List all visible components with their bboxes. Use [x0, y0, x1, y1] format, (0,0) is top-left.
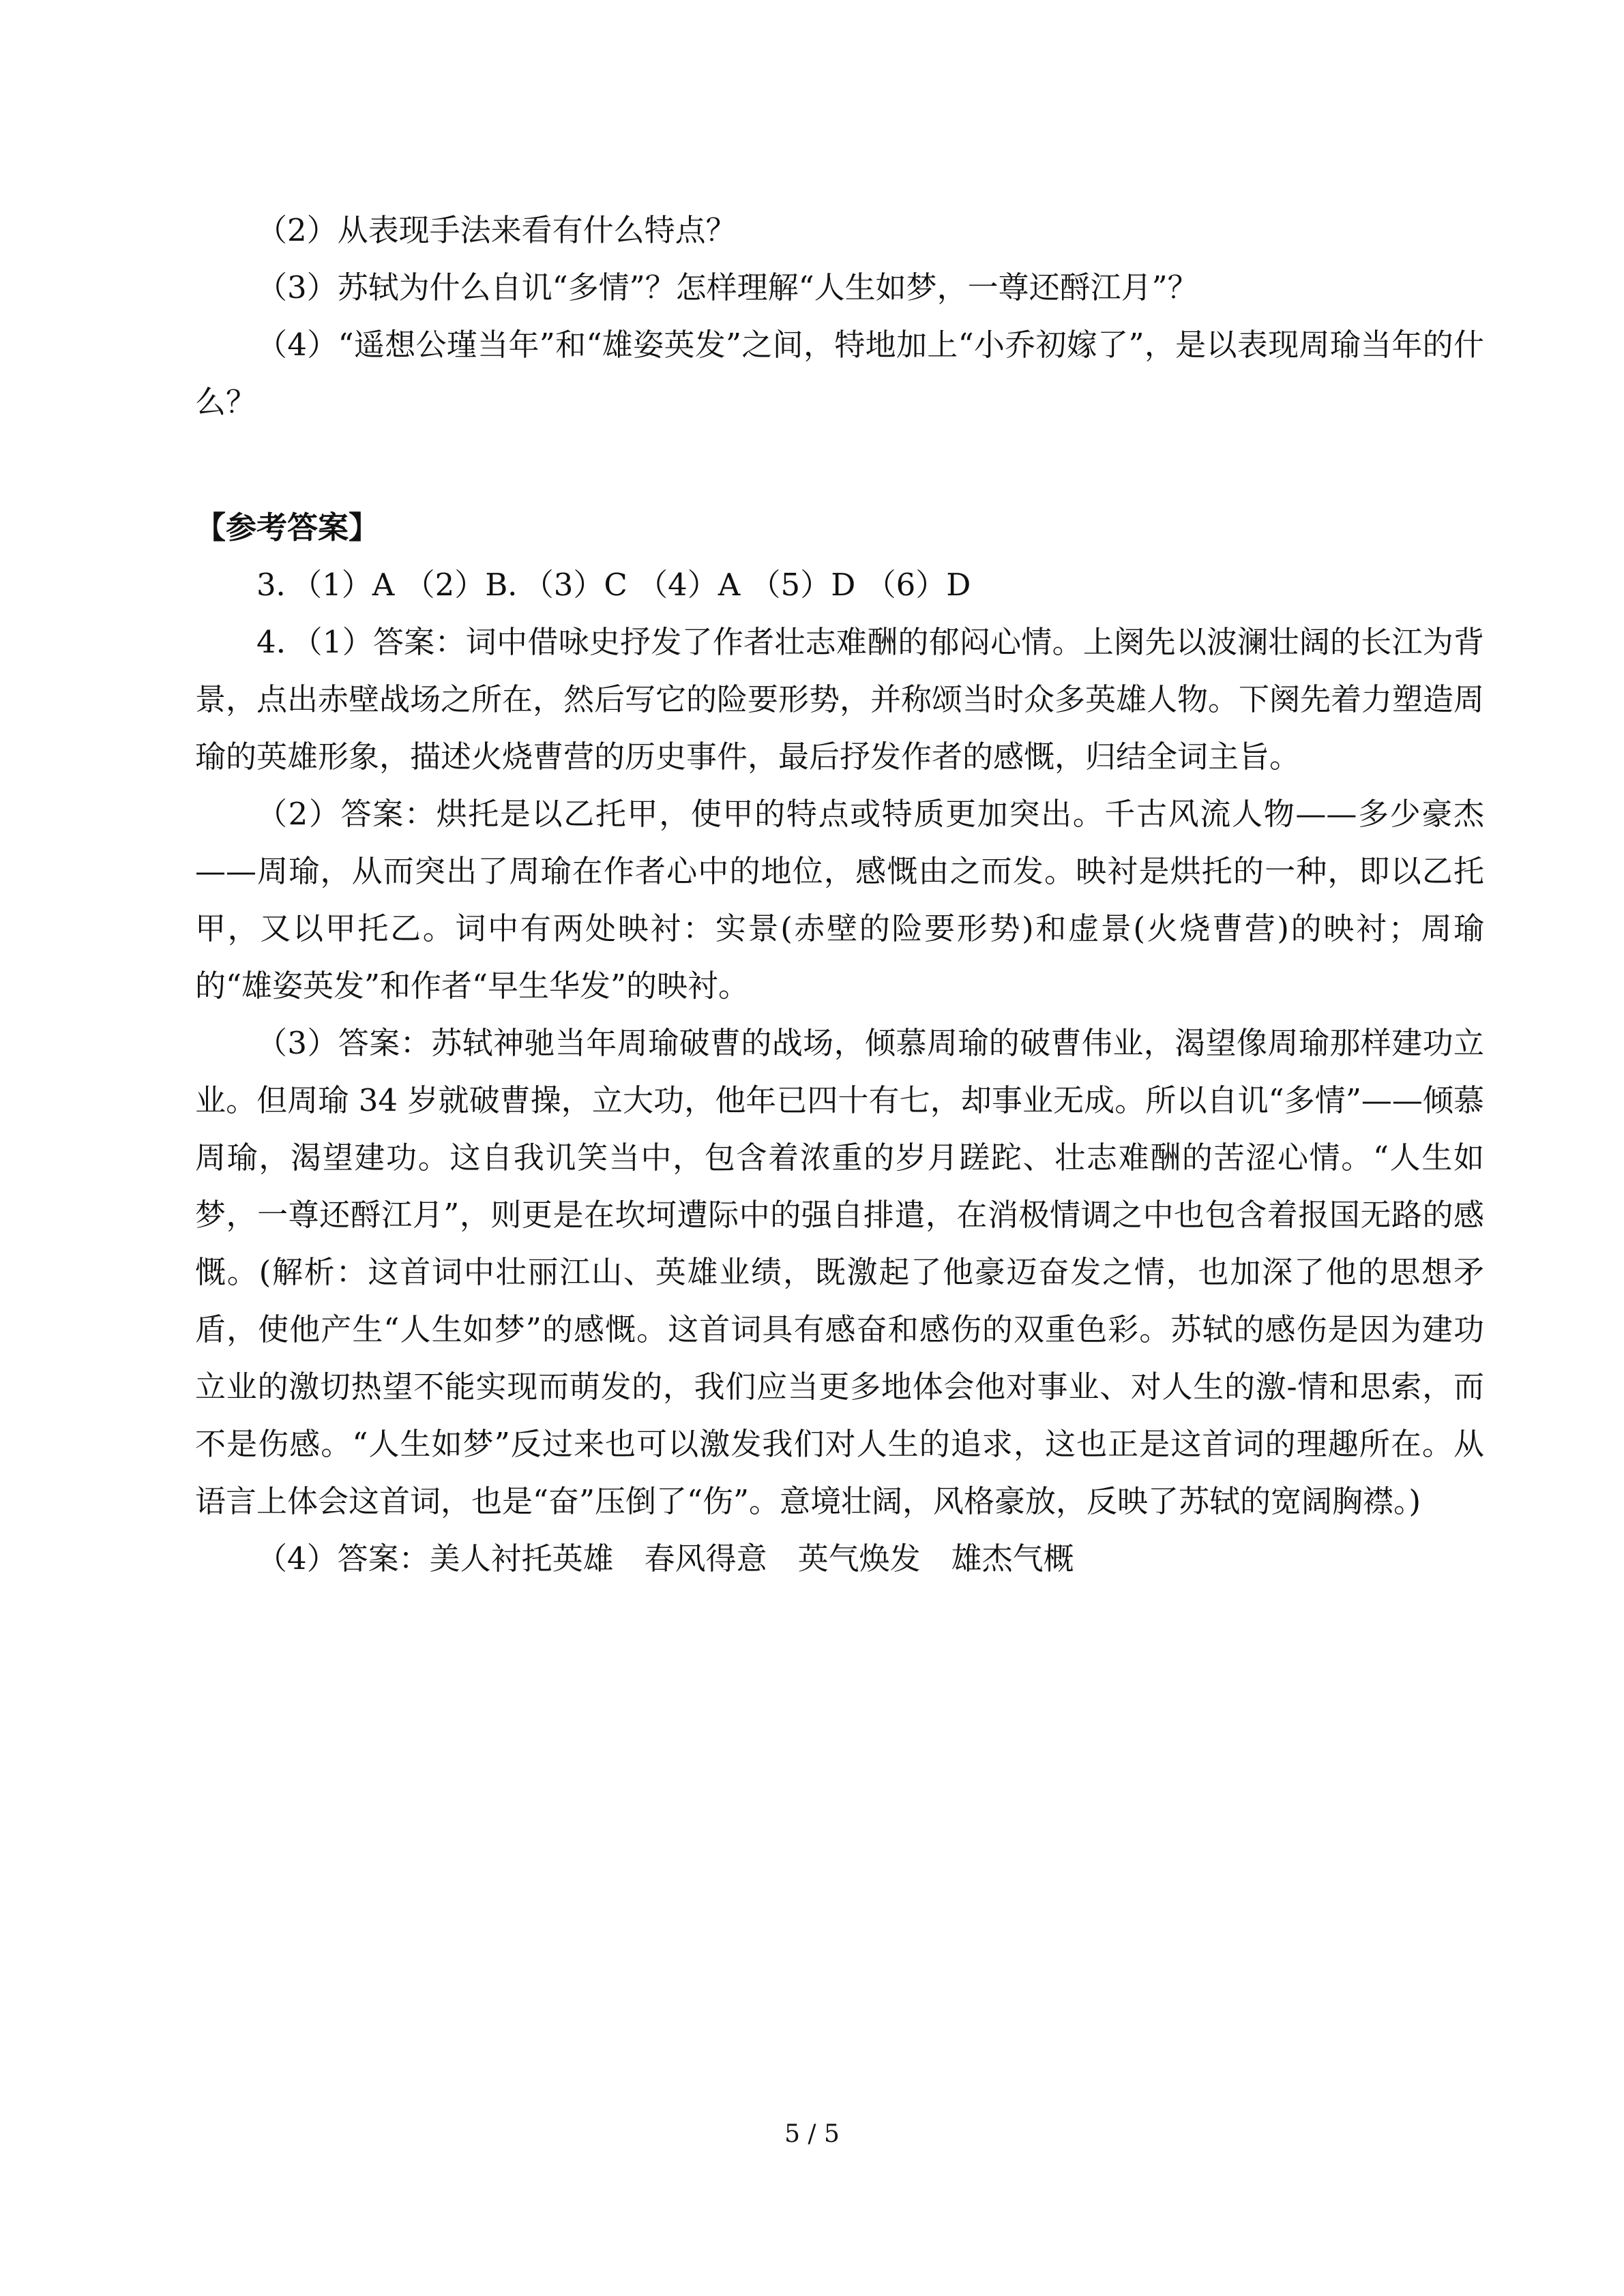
answer-item-4-2: （2）答案：烘托是以乙托甲，使甲的特点或特质更加突出。千古风流人物——多少豪杰——周瑜，从而突出了周瑜在作者心中的地位，感慨由之而发。映衬是烘托的一种，即以乙托甲，又以甲托乙。词中有两处映衬：实景(赤壁的险要形势)和虚景(火烧曹营)的映衬；周瑜的“雄姿英发”和作者“早生华发”的映衬。 [195, 796, 1484, 1004]
answer-item-4-3: （3）答案：苏轼神驰当年周瑜破曹的战场，倾慕周瑜的破曹伟业，渴望像周瑜那样建功立业。但周瑜 34 岁就破曹操，立大功，他年已四十有七，却事业无成。所以自讥“多情”——倾慕周瑜，渴望建功。这自我讥笑当中，包含着浓重的岁月蹉跎、壮志难酬的苦涩心情。“人生如梦，一尊还酹江月”，则更是在坎坷遭际中的强自排遣，在消极情调之中也包含着报国无路的感慨。(解析：这首词中壮丽江山、英雄业绩，既激起了他豪迈奋发之情，也加深了他的思想矛盾，使他产生“人生如梦”的感慨。这首词具有感奋和感伤的双重色彩。苏轼的感伤是因为建功立业的激切热望不能实现而萌发的，我们应当更多地体会他对事业、对人生的激-情和思索，而不是伤感。“人生如梦”反过来也可以激发我们对人生的追求，这也正是这首词的理趣所在。从语言上体会这首词，也是“奋”压倒了“伤”。意境壮阔，风格豪放，反映了苏轼的宽阔胸襟。) [195, 1025, 1484, 1519]
answers-heading: 【参考答案】 [195, 509, 380, 546]
answer-item-4-1: 4．（1）答案：词中借咏史抒发了作者壮志难酬的郁闷心情。上阕先以波澜壮阔的长江为背景，点出赤壁战场之所在，然后写它的险要形势，并称颂当时众多英雄人物。下阕先着力塑造周瑜的英雄形象，描述火烧曹营的历史事件，最后抒发作者的感慨，归结全词主旨。 [195, 624, 1485, 775]
question-2: （2）从表现手法来看有什么特点？ [256, 212, 737, 248]
question-4: （4）“遥想公瑾当年”和“雄姿英发”之间，特地加上“小乔初嫁了”，是以表现周瑜当年的什么？ [195, 327, 1484, 420]
answer-item-4-4: （4）答案：美人衬托英雄 春风得意 英气焕发 雄杰气概 [256, 1540, 1074, 1577]
answer-item-3: 3．（1）A （2）B．（3）C （4）A （5）D （6）D [256, 567, 971, 603]
question-3: （3）苏轼为什么自讥“多情”？怎样理解“人生如梦，一尊还酹江月”？ [256, 269, 1198, 305]
section-spacer [195, 431, 1484, 499]
page-number: 5 / 5 [784, 2120, 840, 2148]
page-content [195, 202, 1484, 1587]
